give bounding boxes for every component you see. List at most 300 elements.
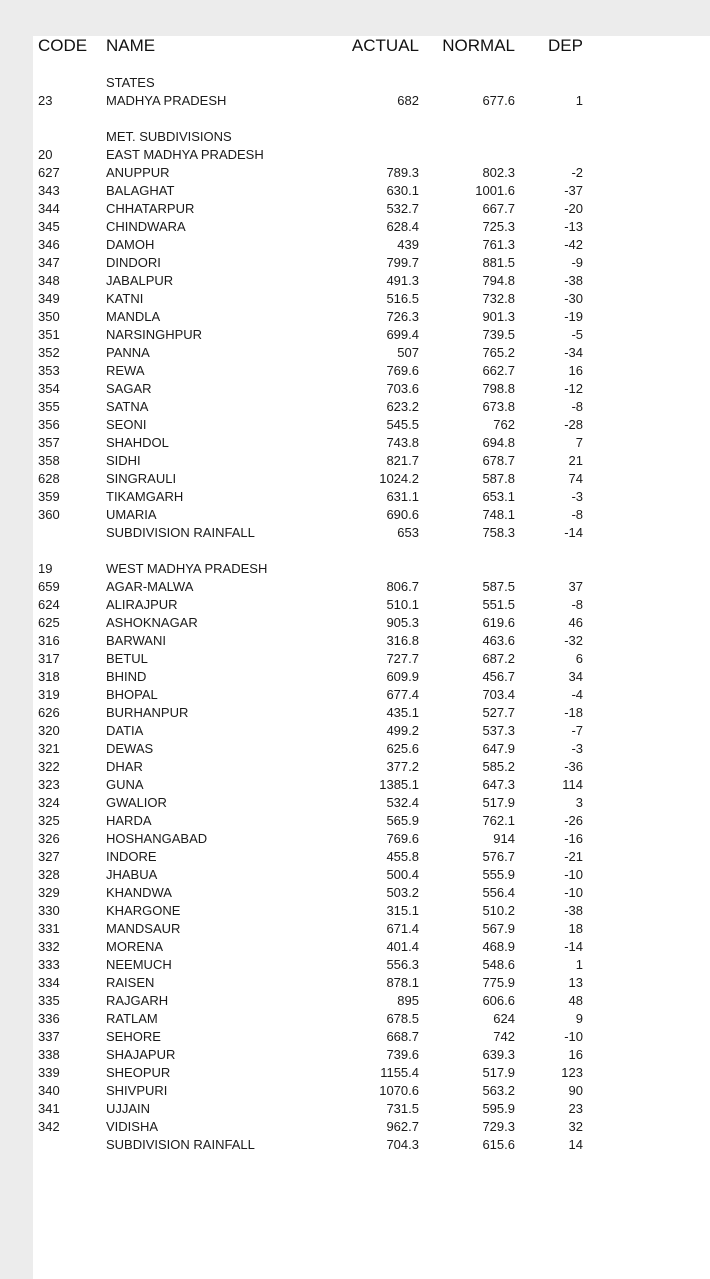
cell-code: 339 [38,1065,60,1080]
cell-code: 326 [38,831,60,846]
cell-actual: 739.6 [386,1047,419,1062]
cell-code: 347 [38,255,60,270]
cell-actual: 503.2 [386,885,419,900]
cell-actual: 727.7 [386,651,419,666]
table-row [0,182,710,200]
cell-name: DINDORI [106,255,161,270]
cell-dep: 74 [568,471,583,486]
table-row [0,1046,710,1064]
header-normal: NORMAL [442,36,515,55]
cell-actual: 1024.2 [379,471,419,486]
table-row [0,650,710,668]
cell-code: 346 [38,237,60,252]
header-dep: DEP [548,36,583,55]
table-row [0,218,710,236]
cell-code: 659 [38,579,60,594]
table-row [0,272,710,290]
cell-dep: 34 [568,669,583,684]
cell-actual: 690.6 [386,507,419,522]
cell-name: MANDSAUR [106,921,181,936]
cell-code: 317 [38,651,60,666]
cell-name: HOSHANGABAD [106,831,208,846]
table-row [0,956,710,974]
cell-actual: 726.3 [386,309,419,324]
table-row [0,416,710,434]
table-row [0,146,710,164]
cell-name: RATLAM [106,1011,158,1026]
cell-name: PANNA [106,345,150,360]
cell-code: 320 [38,723,60,738]
cell-name: KHANDWA [106,885,172,900]
table-row [0,308,710,326]
cell-code: 359 [38,489,60,504]
cell-name: DAMOH [106,237,155,252]
cell-actual: 962.7 [386,1119,419,1134]
cell-dep: -38 [564,273,583,288]
cell-name: BHOPAL [106,687,158,702]
cell-name: NEEMUCH [106,957,172,972]
cell-name: DHAR [106,759,143,774]
cell-actual: 743.8 [386,435,419,450]
cell-dep: -21 [564,849,583,864]
cell-dep: 1 [575,957,583,972]
cell-normal: 901.3 [482,309,515,324]
cell-dep: 1 [575,93,583,108]
cell-actual: 769.6 [386,831,419,846]
cell-dep: -10 [564,867,583,882]
cell-code: 624 [38,597,60,612]
cell-name: MADHYA PRADESH [106,93,227,108]
cell-dep: -30 [564,291,583,306]
cell-normal: 537.3 [482,723,515,738]
cell-normal: 551.5 [482,597,515,612]
table-row [0,902,710,920]
cell-name: KHARGONE [106,903,181,918]
cell-normal: 595.9 [482,1101,515,1116]
cell-normal: 739.5 [482,327,515,342]
cell-code: 358 [38,453,60,468]
cell-code: 353 [38,363,60,378]
cell-normal: 775.9 [482,975,515,990]
cell-actual: 315.1 [386,903,419,918]
cell-actual: 532.7 [386,201,419,216]
cell-name: KATNI [106,291,144,306]
cell-normal: 587.5 [482,579,515,594]
cell-code: 336 [38,1011,60,1026]
cell-code: 335 [38,993,60,1008]
cell-name: JABALPUR [106,273,174,288]
cell-normal: 563.2 [482,1083,515,1098]
cell-name: RAJGARH [106,993,169,1008]
cell-dep: -3 [571,741,583,756]
cell-normal: 762.1 [482,813,515,828]
cell-dep: 16 [568,363,583,378]
cell-name: VIDISHA [106,1119,159,1134]
cell-dep: -8 [571,507,583,522]
cell-actual: 439 [397,237,419,252]
cell-code: 334 [38,975,60,990]
cell-normal: 587.8 [482,471,515,486]
cell-dep: 114 [562,777,583,792]
table-row [0,1028,710,1046]
cell-code: 338 [38,1047,60,1062]
cell-actual: 704.3 [386,1137,419,1152]
cell-dep: 32 [568,1119,583,1134]
cell-name: INDORE [106,849,157,864]
cell-code: 344 [38,201,60,216]
table-row [0,866,710,884]
table-row [0,686,710,704]
table-row [0,254,710,272]
cell-normal: 647.3 [482,777,515,792]
cell-code: 19 [38,561,53,576]
cell-normal: 798.8 [482,381,515,396]
cell-normal: 725.3 [482,219,515,234]
header-name: NAME [106,36,156,55]
cell-normal: 517.9 [482,1065,515,1080]
cell-actual: 703.6 [386,381,419,396]
cell-name: MANDLA [106,309,161,324]
cell-normal: 619.6 [482,615,515,630]
table-row [0,974,710,992]
cell-name: ASHOKNAGAR [106,615,198,630]
cell-dep: -12 [564,381,583,396]
table-header [0,0,710,55]
cell-normal: 606.6 [482,993,515,1008]
cell-normal: 748.1 [482,507,515,522]
cell-name: SAGAR [106,381,152,396]
cell-code: 328 [38,867,60,882]
table-row [0,920,710,938]
cell-code: 325 [38,813,60,828]
table-row [0,938,710,956]
table-row [0,326,710,344]
cell-dep: -34 [564,345,583,360]
table-row [0,1118,710,1136]
cell-normal: 567.9 [482,921,515,936]
cell-name: ALIRAJPUR [106,597,178,612]
cell-name: BARWANI [106,633,166,648]
cell-code: 324 [38,795,60,810]
cell-dep: 46 [568,615,583,630]
cell-actual: 500.4 [386,867,419,882]
cell-dep: 37 [568,579,583,594]
cell-normal: 677.6 [482,93,515,108]
cell-code: 351 [38,327,60,342]
cell-dep: 21 [568,453,583,468]
cell-actual: 609.9 [386,669,419,684]
table-row [0,488,710,506]
cell-actual: 1385.1 [379,777,419,792]
cell-actual: 565.9 [386,813,419,828]
cell-actual: 895 [397,993,419,1008]
cell-actual: 516.5 [386,291,419,306]
cell-normal: 576.7 [482,849,515,864]
cell-actual: 556.3 [386,957,419,972]
cell-normal: 647.9 [482,741,515,756]
table-row [0,1082,710,1100]
cell-code: 352 [38,345,60,360]
cell-code: 345 [38,219,60,234]
cell-actual: 631.1 [386,489,419,504]
cell-actual: 653 [397,525,419,540]
cell-name: UMARIA [106,507,157,522]
cell-code: 329 [38,885,60,900]
cell-actual: 677.4 [386,687,419,702]
cell-name: STATES [106,75,155,90]
cell-normal: 802.3 [482,165,515,180]
cell-dep: -8 [571,597,583,612]
cell-dep: 3 [575,795,583,810]
cell-code: 337 [38,1029,60,1044]
table-row [0,596,710,614]
cell-actual: 671.4 [386,921,419,936]
cell-normal: 687.2 [482,651,515,666]
cell-name: SUBDIVISION RAINFALL [106,525,255,540]
cell-normal: 881.5 [482,255,515,270]
cell-dep: -42 [564,237,583,252]
table-row [0,830,710,848]
cell-code: 627 [38,165,60,180]
cell-name: AGAR-MALWA [106,579,194,594]
cell-normal: 761.3 [482,237,515,252]
table-row [0,398,710,416]
cell-dep: -10 [564,1029,583,1044]
cell-name: ANUPPUR [106,165,170,180]
cell-dep: -26 [564,813,583,828]
cell-normal: 794.8 [482,273,515,288]
cell-normal: 1001.6 [475,183,515,198]
cell-name: NARSINGHPUR [106,327,203,342]
cell-name: CHHATARPUR [106,201,195,216]
cell-name: HARDA [106,813,152,828]
table-row [0,470,710,488]
cell-name: BURHANPUR [106,705,189,720]
cell-name: JHABUA [106,867,158,882]
cell-code: 354 [38,381,60,396]
cell-actual: 628.4 [386,219,419,234]
cell-dep: 123 [561,1065,583,1080]
cell-normal: 729.3 [482,1119,515,1134]
cell-dep: 6 [575,651,583,666]
cell-actual: 532.4 [386,795,419,810]
table-row [0,434,710,452]
cell-dep: -8 [571,399,583,414]
table-body [0,74,710,1154]
cell-code: 628 [38,471,60,486]
cell-actual: 1070.6 [379,1083,419,1098]
cell-normal: 694.8 [482,435,515,450]
cell-dep: -32 [564,633,583,648]
table-row [0,1136,710,1154]
table-row [0,776,710,794]
cell-code: 330 [38,903,60,918]
cell-normal: 765.2 [482,345,515,360]
table-row [0,1064,710,1082]
cell-code: 319 [38,687,60,702]
cell-actual: 799.7 [386,255,419,270]
cell-actual: 821.7 [386,453,419,468]
table-row [0,344,710,362]
cell-name: SHIVPURI [106,1083,168,1098]
cell-dep: -14 [564,939,583,954]
table-row [0,722,710,740]
cell-normal: 555.9 [482,867,515,882]
table-row [0,1100,710,1118]
cell-name: RAISEN [106,975,155,990]
cell-normal: 585.2 [482,759,515,774]
table-row [0,812,710,830]
cell-name: SATNA [106,399,149,414]
cell-code: 340 [38,1083,60,1098]
cell-name: CHINDWARA [106,219,186,234]
cell-normal: 653.1 [482,489,515,504]
cell-code: 355 [38,399,60,414]
table-row [0,236,710,254]
cell-code: 321 [38,741,60,756]
cell-name: GUNA [106,777,144,792]
cell-name: SEHORE [106,1029,161,1044]
cell-code: 333 [38,957,60,972]
cell-name: TIKAMGARH [106,489,184,504]
table-row [0,506,710,524]
cell-code: 332 [38,939,60,954]
cell-dep: -4 [571,687,583,702]
cell-normal: 762 [493,417,515,432]
cell-code: 348 [38,273,60,288]
cell-normal: 742 [493,1029,515,1044]
cell-dep: 9 [575,1011,583,1026]
cell-dep: 90 [568,1083,583,1098]
cell-code: 350 [38,309,60,324]
cell-code: 316 [38,633,60,648]
cell-actual: 491.3 [386,273,419,288]
cell-code: 322 [38,759,60,774]
table-row [0,1010,710,1028]
cell-actual: 545.5 [386,417,419,432]
table-row [0,578,710,596]
cell-dep: -16 [564,831,583,846]
cell-actual: 625.6 [386,741,419,756]
table-row [0,290,710,308]
cell-name: SINGRAULI [106,471,177,486]
cell-name: SHEOPUR [106,1065,171,1080]
cell-normal: 527.7 [482,705,515,720]
cell-code: 331 [38,921,60,936]
cell-dep: -10 [564,885,583,900]
cell-dep: 18 [568,921,583,936]
cell-actual: 682 [397,93,419,108]
table-row [0,992,710,1010]
header-code: CODE [38,36,88,55]
cell-normal: 556.4 [482,885,515,900]
cell-dep: -38 [564,903,583,918]
cell-dep: 14 [568,1137,583,1152]
cell-name: BALAGHAT [106,183,175,198]
cell-actual: 316.8 [386,633,419,648]
cell-name: SIDHI [106,453,141,468]
cell-dep: -9 [571,255,583,270]
cell-normal: 673.8 [482,399,515,414]
cell-name: DATIA [106,723,144,738]
cell-actual: 499.2 [386,723,419,738]
cell-code: 20 [38,147,53,162]
cell-name: UJJAIN [106,1101,151,1116]
table-row [0,614,710,632]
cell-normal: 914 [493,831,515,846]
cell-name: MET. SUBDIVISIONS [106,129,232,144]
table-row [0,128,710,146]
cell-code: 323 [38,777,60,792]
cell-actual: 769.6 [386,363,419,378]
cell-code: 327 [38,849,60,864]
cell-dep: 23 [568,1101,583,1116]
cell-normal: 548.6 [482,957,515,972]
cell-actual: 435.1 [386,705,419,720]
cell-dep: -14 [564,525,583,540]
cell-actual: 678.5 [386,1011,419,1026]
cell-normal: 639.3 [482,1047,515,1062]
cell-actual: 1155.4 [380,1065,419,1080]
table-row [0,740,710,758]
table-row [0,632,710,650]
table-row [0,560,710,578]
cell-normal: 517.9 [482,795,515,810]
table-row [0,704,710,722]
cell-actual: 507 [397,345,419,360]
cell-dep: -3 [571,489,583,504]
table-row [0,380,710,398]
cell-normal: 703.4 [482,687,515,702]
cell-actual: 731.5 [386,1101,419,1116]
cell-actual: 878.1 [386,975,419,990]
table-row [0,542,710,560]
cell-code: 318 [38,669,60,684]
cell-dep: 13 [568,975,583,990]
cell-dep: -13 [564,219,583,234]
header-actual: ACTUAL [351,36,419,55]
table-row [0,848,710,866]
table-row [0,452,710,470]
cell-code: 360 [38,507,60,522]
cell-code: 343 [38,183,60,198]
cell-actual: 401.4 [386,939,419,954]
cell-name: BHIND [106,669,147,684]
cell-code: 357 [38,435,60,450]
table-row [0,758,710,776]
table-row [0,668,710,686]
cell-code: 349 [38,291,60,306]
cell-name: MORENA [106,939,164,954]
cell-actual: 699.4 [386,327,419,342]
cell-normal: 732.8 [482,291,515,306]
cell-dep: -37 [564,183,583,198]
cell-actual: 806.7 [386,579,419,594]
cell-dep: -5 [571,327,583,342]
cell-name: BETUL [106,651,148,666]
cell-actual: 668.7 [386,1029,419,1044]
cell-name: GWALIOR [106,795,167,810]
cell-normal: 510.2 [482,903,515,918]
cell-name: WEST MADHYA PRADESH [106,561,268,576]
cell-name: DEWAS [106,741,154,756]
table-row [0,200,710,218]
table-row [0,92,710,110]
cell-normal: 758.3 [482,525,515,540]
cell-code: 626 [38,705,60,720]
cell-actual: 510.1 [386,597,419,612]
cell-code: 356 [38,417,60,432]
